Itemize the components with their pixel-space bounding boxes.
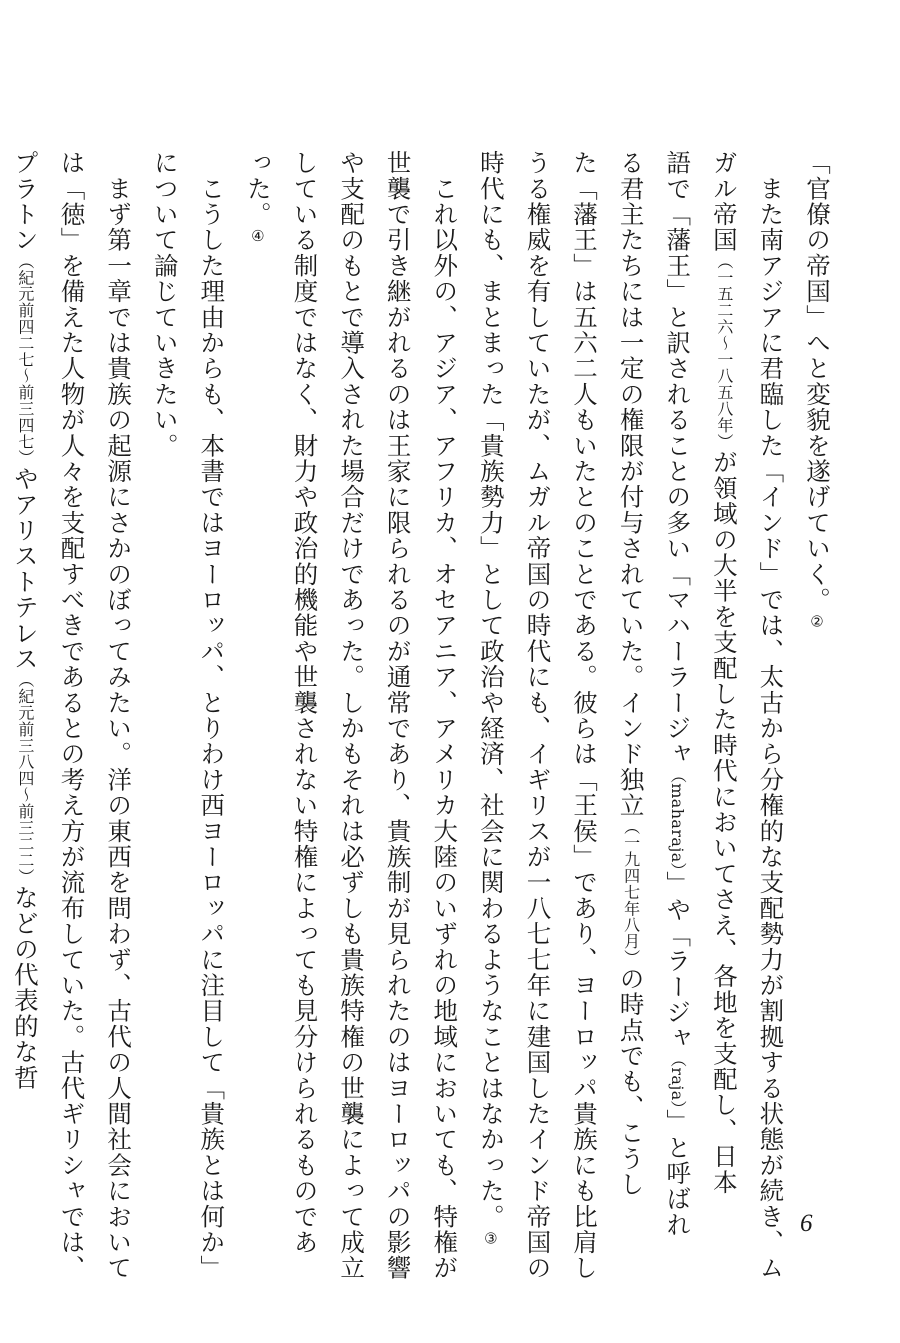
text-segment: 」と呼ばれ <box>663 1109 693 1238</box>
text-line <box>48 150 95 1281</box>
page-number: 6 <box>800 1210 813 1237</box>
inline-date-gloss: （一九四七年八月） <box>621 818 641 966</box>
text-segment: 「官僚の帝国」へと変貌を遂げていく。 <box>803 150 832 613</box>
text-line <box>514 150 561 1281</box>
text-segment: の時点でも、こうし <box>616 965 646 1198</box>
text-segment: た「藩王」は五六二人もいたとのことである。彼らは「王侯」であり、ヨーロッパ貴族にも比肩し <box>570 150 600 1281</box>
text-segment: について論じていきたい。 <box>150 150 180 459</box>
text-line <box>281 150 328 1256</box>
text-segment: が領域の大半を支配した時代においてさえ、各地を支配し、日本 <box>709 449 739 1195</box>
text-segment: などの代表的な哲 <box>10 884 40 1091</box>
text-line <box>700 150 747 1195</box>
text-segment: プラトン <box>10 150 40 253</box>
text-line <box>607 150 654 1198</box>
text-line <box>374 150 421 1281</box>
body-text <box>10 150 840 1281</box>
text-line <box>327 150 374 1281</box>
text-segment: やアリストテレス <box>10 466 40 672</box>
text-segment: まず第一章では貴族の起源にさかのぼってみたい。洋の東西を問わず、古代の人間社会において <box>104 150 134 1281</box>
inline-date-gloss: （raja） <box>668 1050 688 1110</box>
text-line <box>234 150 281 1170</box>
inline-date-gloss: （紀元前四二七～前三四七） <box>15 252 35 467</box>
text-line <box>654 150 701 1238</box>
text-line <box>95 150 142 1281</box>
inline-date-gloss: （maharaja） <box>668 766 688 872</box>
text-segment: 」や「ラージャ <box>663 871 693 1051</box>
inline-date-gloss: （紀元前三八四～前三二二） <box>15 671 35 885</box>
text-line <box>141 150 188 1170</box>
text-segment: また南アジアに君臨した「インド」では、太古から分権的な支配勢力が割拠する状態が続き、ム <box>756 150 786 1281</box>
text-line <box>421 150 468 1281</box>
text-segment: こうした理由からも、本書ではヨーロッパ、とりわけ西ヨーロッパに注目して「貴族とは何か」 <box>197 150 227 1281</box>
text-line <box>793 150 840 1170</box>
footnote-marker: ④ <box>248 227 267 246</box>
text-segment: は「徳」を備えた人物が人々を支配すべきであるとの考え方が流布していた。古代ギリシャでは、 <box>57 150 87 1281</box>
text-segment: 時代にも、まとまった「貴族勢力」として政治や経済、社会に関わるようなことはなかった。 <box>476 150 506 1230</box>
text-segment: している制度ではなく、財力や政治的機能や世襲されない特権によっても見分けられるものであ <box>290 150 320 1256</box>
text-line <box>188 150 235 1281</box>
text-line <box>560 150 607 1281</box>
footnote-marker: ② <box>808 612 826 631</box>
text-line <box>467 150 514 1248</box>
text-segment: 語で「藩王」と訳されることの多い「マハーラージャ <box>663 150 693 767</box>
text-line <box>747 150 794 1281</box>
inline-date-gloss: （一五二六～一八五八年） <box>714 252 734 450</box>
text-segment: や支配のもとで導入された場合だけであった。しかもそれは必ずしも貴族特権の世襲によって成立 <box>337 150 367 1281</box>
text-segment: 世襲で引き継がれるのは王家に限られるのが通常であり、貴族制が見られたのはヨーロッパの影響 <box>383 150 413 1281</box>
text-segment: ガル帝国 <box>709 150 739 253</box>
text-segment: うる権威を有していたが、ムガル帝国の時代にも、イギリスが一八七七年に建国したインド帝国の <box>523 150 553 1281</box>
text-segment: る君主たちには一定の権限が付与されていた。インド独立 <box>616 150 646 819</box>
footnote-marker: ③ <box>481 1229 500 1248</box>
text-line <box>1 150 48 1170</box>
text-segment: った。 <box>243 150 273 228</box>
text-segment: これ以外の、アジア、アフリカ、オセアニア、アメリカ大陸のいずれの地域においても、特権が <box>430 150 460 1281</box>
